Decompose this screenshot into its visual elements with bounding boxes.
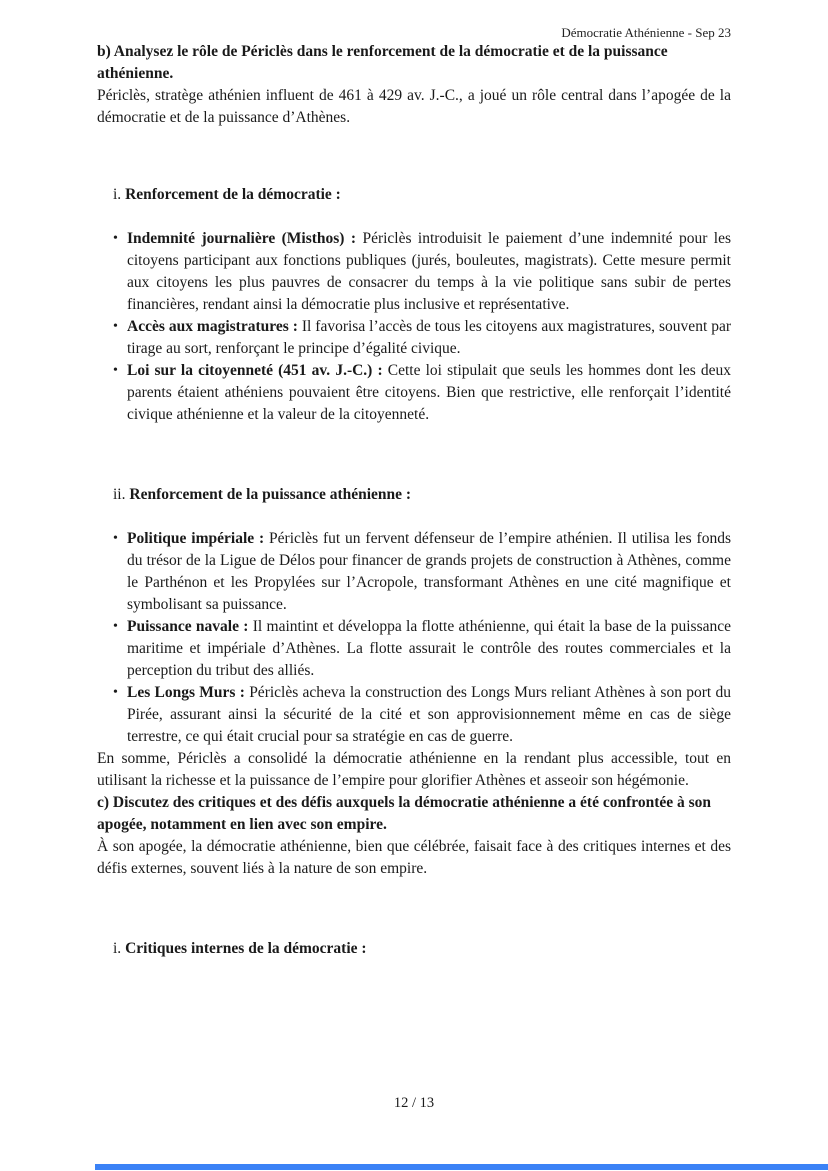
section-b-conclusion: En somme, Périclès a consolidé la démocratie athénienne en la rendant plus accessible, tout en utilisant la richesse et la puissance de l’empire pour glorifier Athènes et asseoir son hégémonie. — [97, 750, 731, 789]
subsection-numeral: i. — [113, 940, 122, 957]
subsection-numeral: ii. — [113, 486, 126, 503]
bullet-label: Politique impériale : — [127, 530, 265, 547]
section-b-intro: Périclès, stratège athénien influent de 461 à 429 av. J.-C., a joué un rôle central dans l’apogée de la démocratie et de la puissance d’Athènes. — [97, 87, 731, 126]
democratie-bullet-list — [113, 228, 731, 426]
section-b-heading: b) Analysez le rôle de Périclès dans le renforcement de la démocratie et de la puissance athénienne. — [97, 43, 668, 82]
bullet-label: Accès aux magistratures : — [127, 318, 298, 335]
subsection-title-text: Renforcement de la démocratie : — [125, 186, 341, 203]
subsection-title-text: Critiques internes de la démocratie : — [125, 940, 367, 957]
document-body — [0, 41, 828, 960]
bullet-text: Il maintint et développa la flotte athénienne, qui était la base de la puissance maritime et impériale d’Athènes. La flotte assurait le contrôle des routes commerciales et la perception du tribut des alliés. — [127, 618, 732, 679]
subsection-title-text: Renforcement de la puissance athénienne : — [129, 486, 412, 503]
subsection-i-democratie-title — [113, 184, 731, 206]
subsection-i-critiques-title — [113, 938, 731, 960]
section-c-intro: À son apogée, la démocratie athénienne, bien que célébrée, faisait face à des critiques internes et des défis externes, souvent liés à la nature de son empire. — [97, 838, 731, 877]
bullet-text: Périclès introduisit le paiement d’une indemnité pour les citoyens participant aux fonctions publiques (jurés, bouleutes, magistrats). Cette mesure permit aux citoyens les plus pauvres de consacrer du temps à la vie politique sans subir de pertes financières, rendant ainsi la démocratie plus inclusive et représentative. — [127, 230, 731, 313]
bullet-label: Puissance navale : — [127, 618, 249, 635]
bullet-puissance-navale — [113, 616, 731, 682]
bullet-longs-murs — [113, 682, 731, 748]
bullet-text: Il favorisa l’accès de tous les citoyens aux magistratures, souvent par tirage au sort, renforçant le principe d’égalité civique. — [127, 318, 731, 357]
subsection-numeral: i. — [113, 186, 122, 203]
page-footer — [0, 1095, 828, 1112]
bullet-text: Périclès fut un fervent défenseur de l’empire athénien. Il utilisa les fonds du trésor de la Ligue de Délos pour financer de grands projets de construction à Athènes, comme le Parthénon et les Propylées sur l’Acropole, transformant Athènes en une cité magnifique et symbolisant sa puissance. — [127, 530, 731, 613]
bullet-politique-imperiale — [113, 528, 731, 616]
bullet-text: Cette loi stipulait que seuls les hommes dont les deux parents étaient athéniens pouvaient être citoyens. Bien que restrictive, elle renforçait l’identité civique athénienne et la valeur de la citoyenneté. — [127, 362, 732, 423]
bullet-magistratures — [113, 316, 731, 360]
page-number: 12 / 13 — [393, 1095, 435, 1111]
puissance-bullet-list — [113, 528, 731, 748]
generation-progress-bar — [95, 1164, 828, 1170]
bullet-label: Les Longs Murs : — [127, 684, 245, 701]
bullet-citoyennete — [113, 360, 731, 426]
subsection-ii-puissance-title — [113, 484, 731, 506]
section-c-heading: c) Discutez des critiques et des défis auxquels la démocratie athénienne a été confrontée à son apogée, notamment en lien avec son empire. — [97, 794, 712, 833]
page-header — [0, 0, 828, 41]
bullet-text: Périclès acheva la construction des Longs Murs reliant Athènes à son port du Pirée, assurant ainsi la sécurité de la cité et son approvisionnement même en cas de siège terrestre, ce qui était crucial pour sa stratégie en cas de guerre. — [127, 684, 731, 745]
header-title: Démocratie Athénienne - Sep 23 — [561, 25, 731, 40]
bullet-label: Loi sur la citoyenneté (451 av. J.-C.) : — [127, 362, 383, 379]
bullet-misthos — [113, 228, 731, 316]
bullet-label: Indemnité journalière (Misthos) : — [127, 230, 357, 247]
